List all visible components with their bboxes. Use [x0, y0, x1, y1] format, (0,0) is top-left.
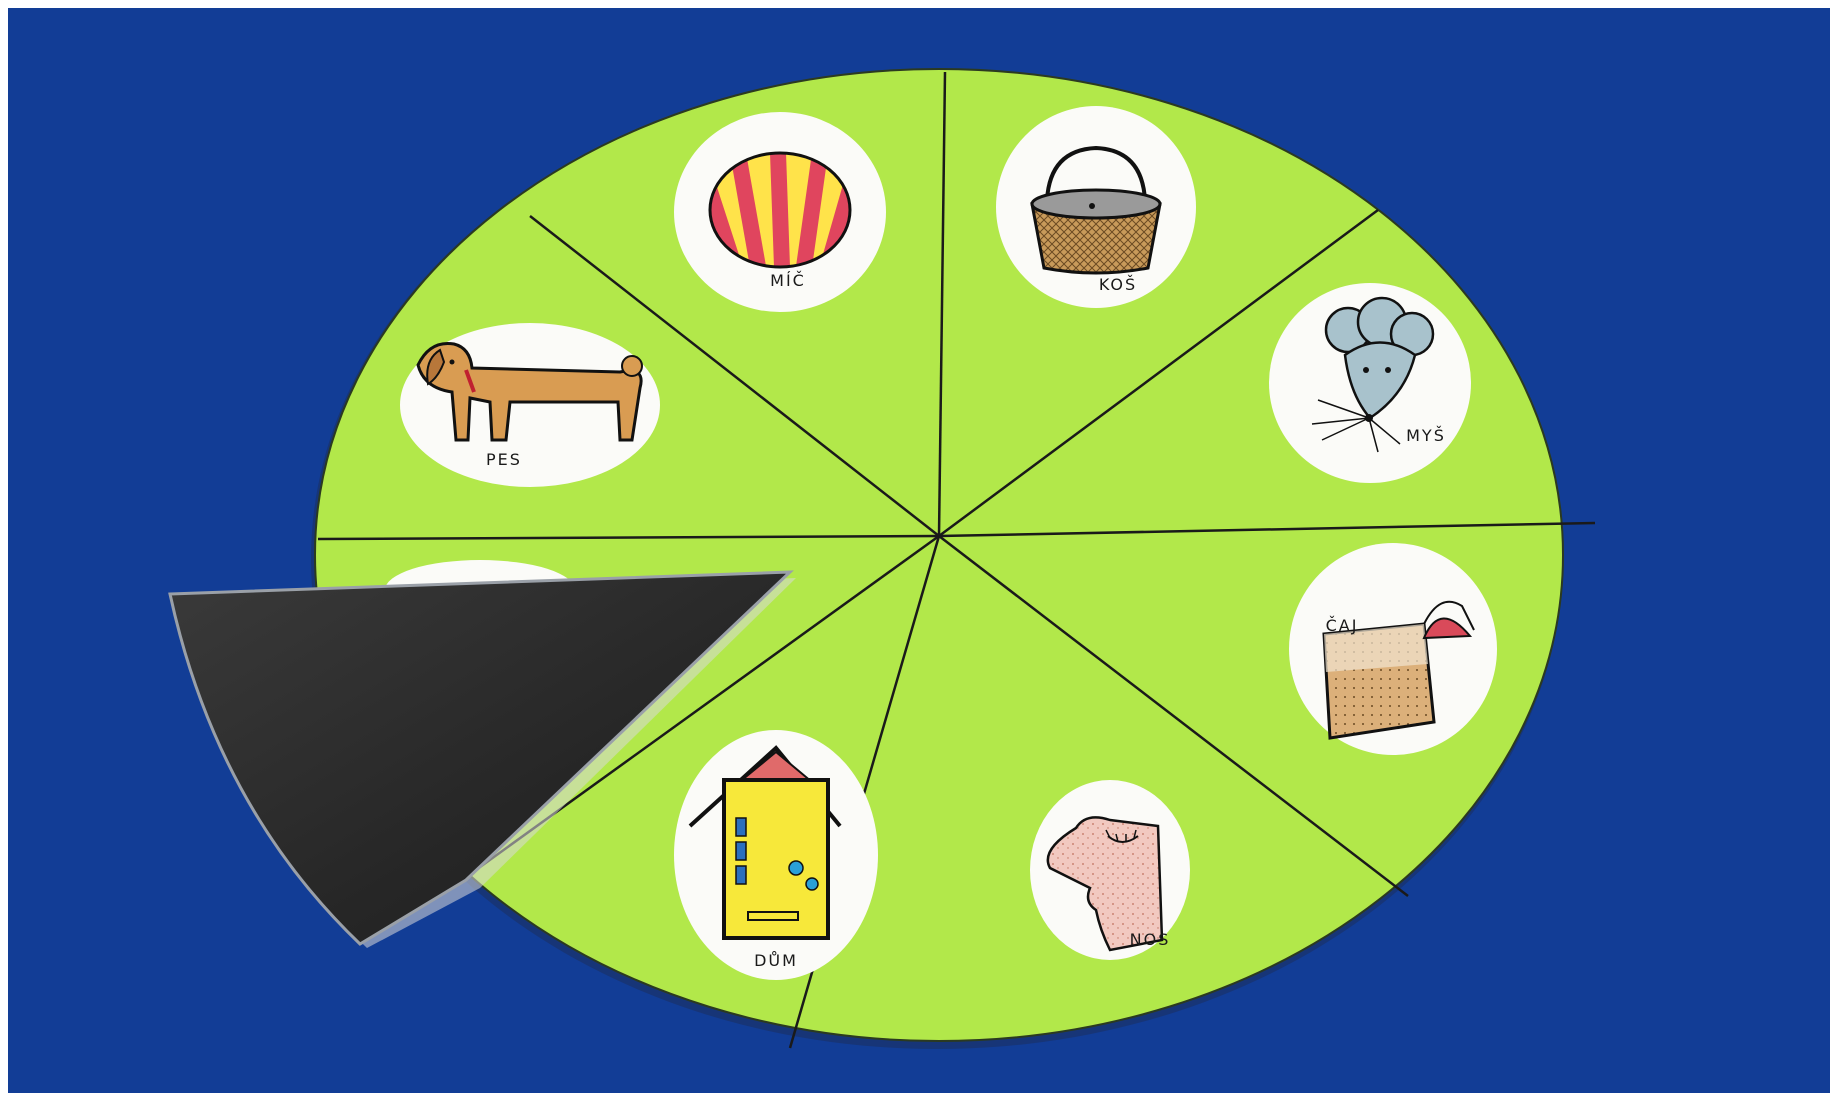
card-mys-label: MYŠ: [1406, 426, 1446, 445]
card-mys: [1269, 283, 1471, 483]
card-mic-label: MÍČ: [770, 271, 806, 290]
card-kos-label: KOŠ: [1098, 275, 1138, 294]
card-dum-label: DŮM: [754, 951, 798, 970]
card-caj-label: ČAJ: [1325, 616, 1359, 635]
card-nos-label: NOS: [1129, 930, 1171, 949]
card-nos: [1030, 780, 1190, 960]
card-kos: [996, 106, 1196, 308]
card-caj: [1289, 543, 1497, 755]
card-pes: [400, 323, 660, 487]
card-mic: [674, 112, 886, 312]
card-pes-label: PES: [486, 450, 522, 469]
card-dum: [674, 730, 878, 980]
